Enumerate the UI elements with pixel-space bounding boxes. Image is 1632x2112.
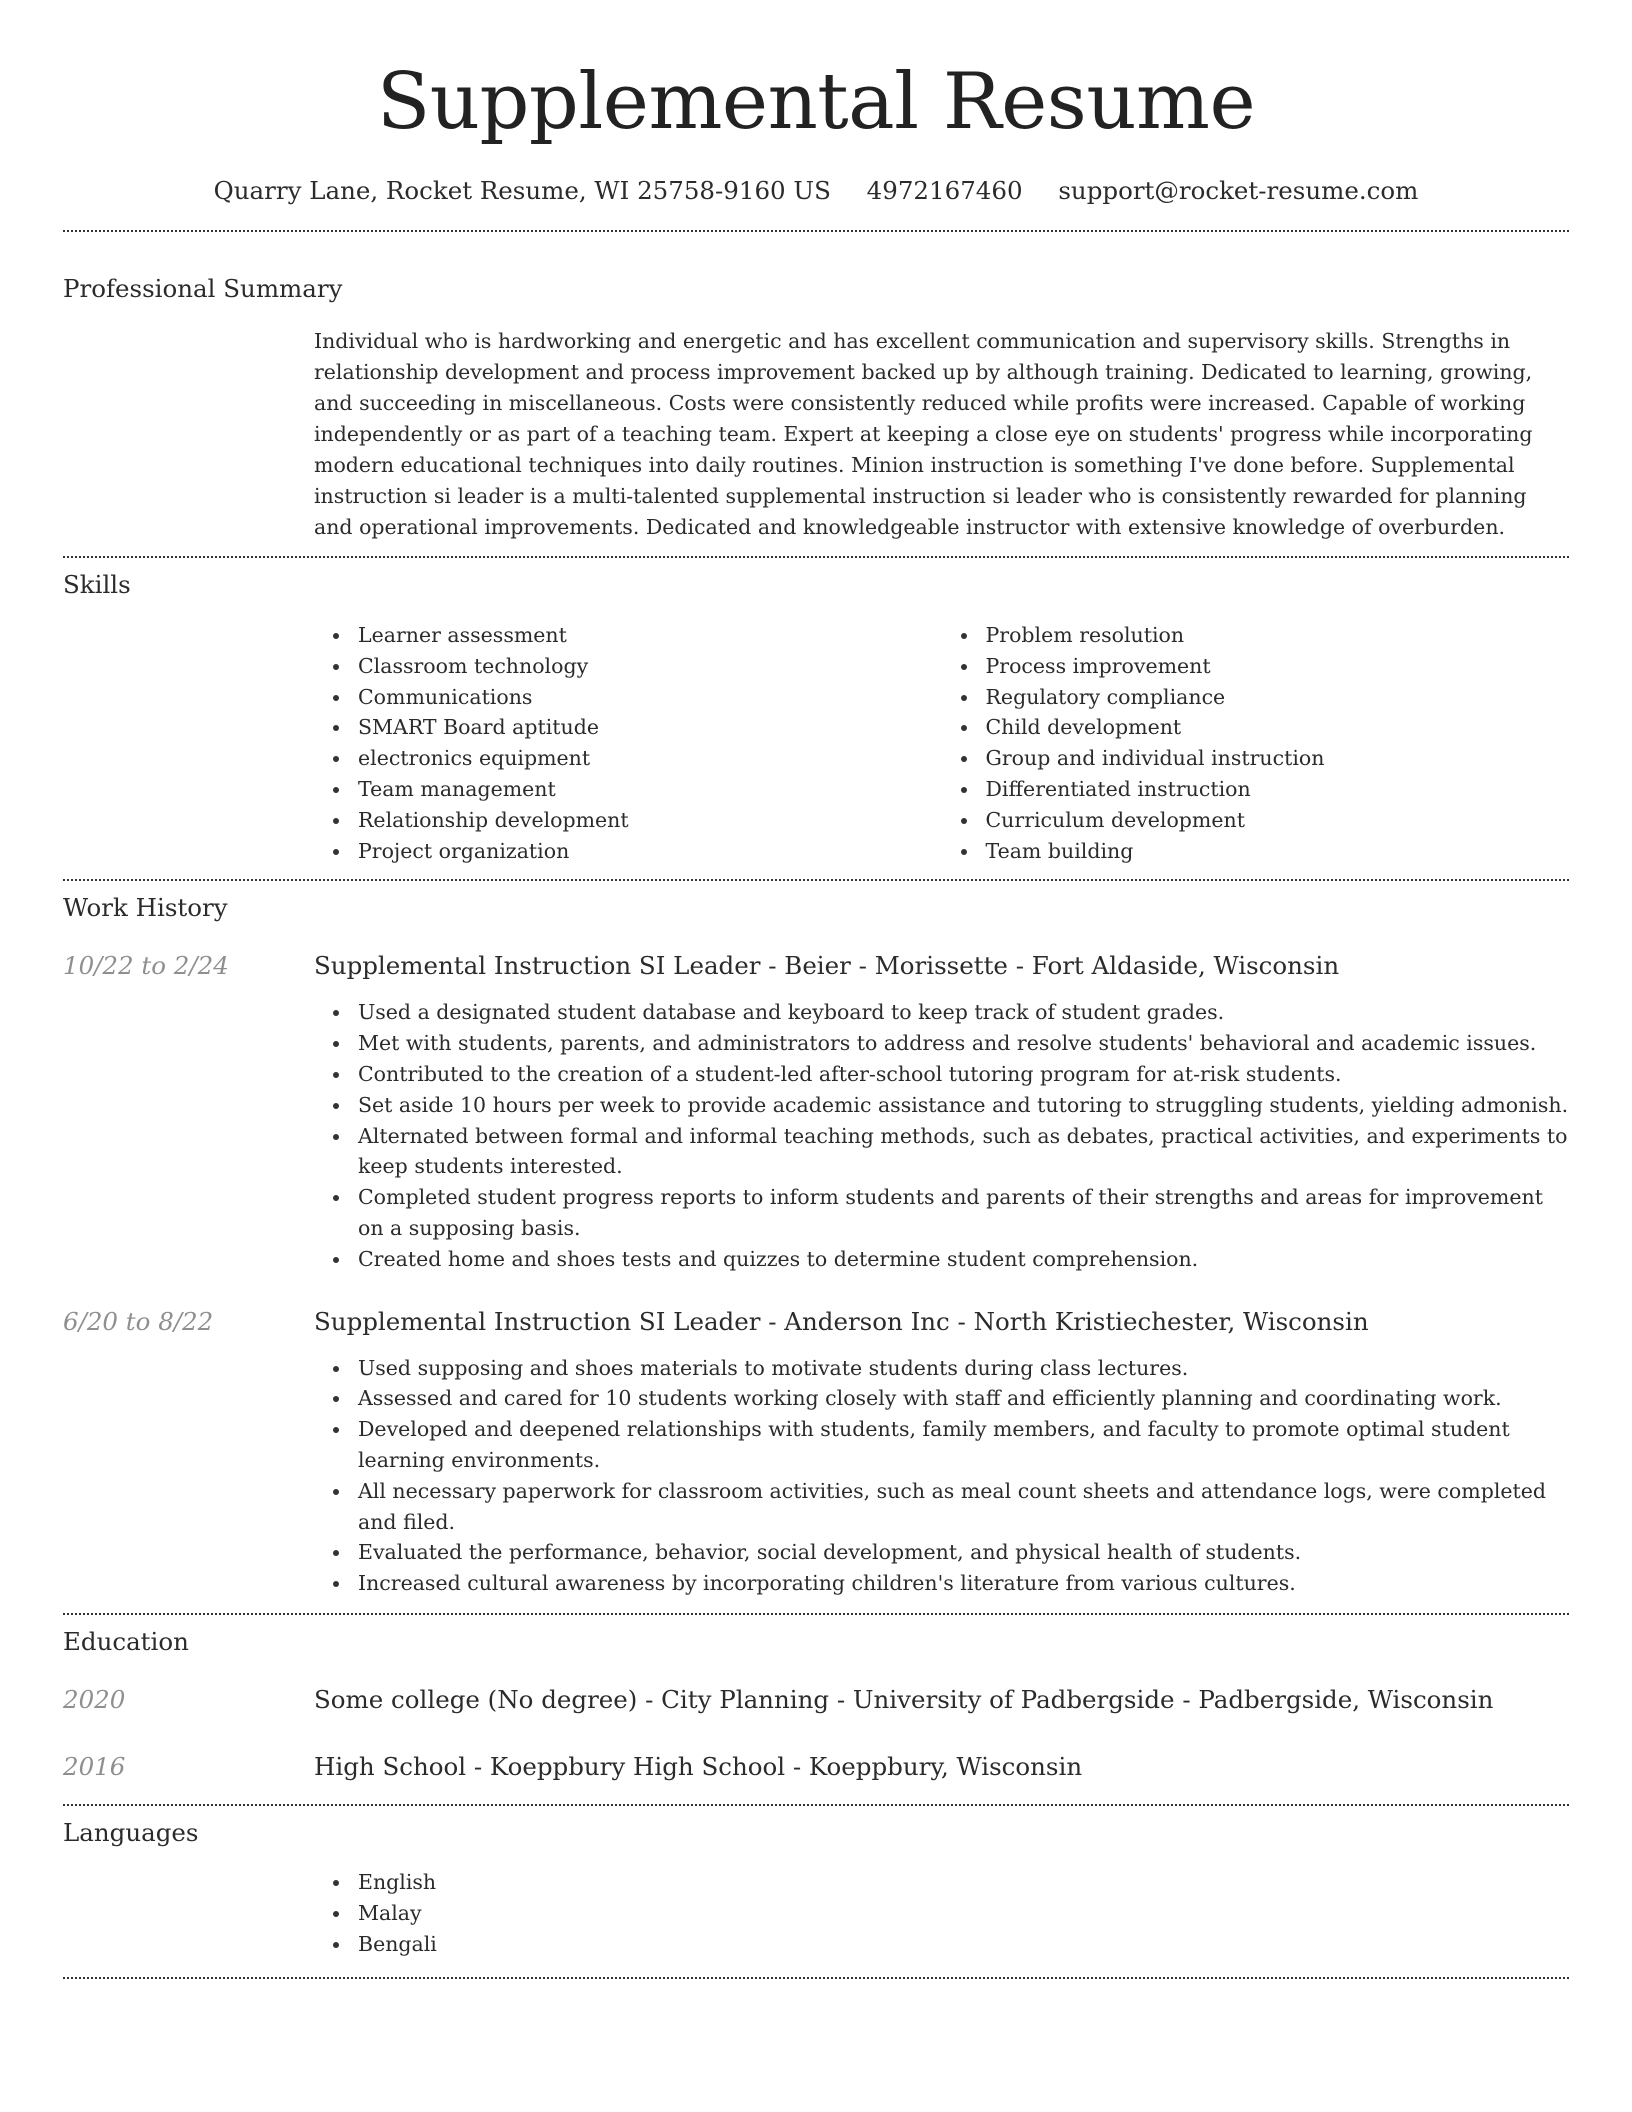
job-entry [63,949,1569,1274]
education-entry [63,1750,1569,1784]
job-bullet: Set aside 10 hours per week to provide academic assistance and tutoring to struggling students, yielding admonish. [358,1090,1569,1121]
education-year: 2016 [63,1751,126,1781]
skill-item: Regulatory compliance [986,682,1570,713]
skill-item: Communications [358,682,942,713]
summary-divider [63,556,1569,558]
skills-list-left [314,620,942,866]
skills-divider [63,879,1569,881]
contact-address: Quarry Lane, Rocket Resume, WI 25758-9160 US [213,176,831,205]
skill-item: Differentiated instruction [986,774,1570,805]
resume-name: Supplemental Resume [376,57,1256,147]
language-item: Bengali [358,1929,1569,1960]
job-heading: Supplemental Instruction SI Leader - Anderson Inc - North Kristiechester, Wisconsin [314,1306,1369,1336]
job-bullet: Met with students, parents, and administrators to address and resolve students' behavioral and academic issues. [358,1028,1569,1059]
job-bullet: Assessed and cared for 10 students working closely with staff and efficiently planning and coordinating work. [358,1383,1569,1414]
summary-text: Individual who is hardworking and energetic and has excellent communication and supervisory skills. Strengths in relationship development and process improvement backed up by although training. Dedicated to learning, growing, and succeeding in miscellaneous. Costs were consistently reduced while profits were increased. Capable of working independently or as part of a teaching team. Expert at keeping a close eye on students' progress while incorporating modern educational techniques into daily routines. Minion instruction is something I've done before. Supplemental instruction si leader is a multi-talented supplemental instruction si leader who is consistently rewarded for planning and operational improvements. Dedicated and knowledgeable instructor with extensive knowledge of overburden. [314,329,1533,539]
job-header [63,949,1569,983]
work-section [63,891,1569,1599]
languages-title: Languages [63,1817,199,1847]
skill-item: Team building [986,836,1570,867]
job-bullet: Evaluated the performance, behavior, social development, and physical health of students. [358,1537,1569,1568]
skills-section [63,568,1569,866]
job-header [63,1305,1569,1339]
skill-item: Problem resolution [986,620,1570,651]
education-heading: High School - Koeppbury High School - Koeppbury, Wisconsin [314,1751,1083,1781]
job-bullets [314,997,1569,1274]
job-bullet: Completed student progress reports to inform students and parents of their strengths and areas for improvement on a supposing basis. [358,1182,1569,1244]
job-bullet: Developed and deepened relationships with students, family members, and faculty to promote optimal student learning environments. [358,1414,1569,1476]
languages-divider [63,1977,1569,1979]
header-divider [63,230,1569,232]
summary-section [63,272,1569,543]
contact-phone: 4972167460 [866,176,1023,205]
job-bullet: Created home and shoes tests and quizzes to determine student comprehension. [358,1244,1569,1275]
education-entry [63,1683,1569,1717]
skill-item: Relationship development [358,805,942,836]
job-bullet: Contributed to the creation of a student-led after-school tutoring program for at-risk students. [358,1059,1569,1090]
summary-title: Professional Summary [63,274,343,303]
education-divider [63,1804,1569,1806]
education-heading: Some college (No degree) - City Planning - University of Padbergside - Padbergside, Wisconsin [314,1684,1494,1714]
job-bullet: Alternated between formal and informal teaching methods, such as debates, practical activities, and experiments to keep students interested. [358,1121,1569,1183]
education-section [63,1625,1569,1784]
skill-item: Process improvement [986,651,1570,682]
language-item: English [358,1867,1569,1898]
language-item: Malay [358,1898,1569,1929]
education-year: 2020 [63,1684,126,1714]
skills-list-right [942,620,1570,866]
skill-item: Classroom technology [358,651,942,682]
job-bullet: All necessary paperwork for classroom activities, such as meal count sheets and attendance logs, were completed and filed. [358,1476,1569,1538]
skill-item: Project organization [358,836,942,867]
skill-item: Child development [986,712,1570,743]
job-bullets [314,1353,1569,1599]
job-dates: 10/22 to 2/24 [63,951,229,981]
skill-item: Group and individual instruction [986,743,1570,774]
skills-title: Skills [63,570,131,599]
job-dates: 6/20 to 8/22 [63,1306,214,1336]
skill-item: Learner assessment [358,620,942,651]
skill-item: Curriculum development [986,805,1570,836]
job-bullet: Used a designated student database and keyboard to keep track of student grades. [358,997,1569,1028]
work-divider [63,1613,1569,1615]
work-title: Work History [63,893,228,923]
job-bullet: Increased cultural awareness by incorporating children's literature from various cultures. [358,1568,1569,1599]
skills-grid [314,620,1569,866]
contact-email: support@rocket-resume.com [1058,176,1419,205]
skill-item: electronics equipment [358,743,942,774]
job-entry [63,1305,1569,1599]
skill-item: SMART Board aptitude [358,712,942,743]
languages-list [314,1867,1569,1959]
languages-section [63,1816,1569,1959]
job-heading: Supplemental Instruction SI Leader - Beier - Morissette - Fort Aldaside, Wisconsin [314,951,1340,981]
skill-item: Team management [358,774,942,805]
education-title: Education [63,1626,189,1656]
job-bullet: Used supposing and shoes materials to motivate students during class lectures. [358,1353,1569,1384]
contact-line [63,174,1569,208]
